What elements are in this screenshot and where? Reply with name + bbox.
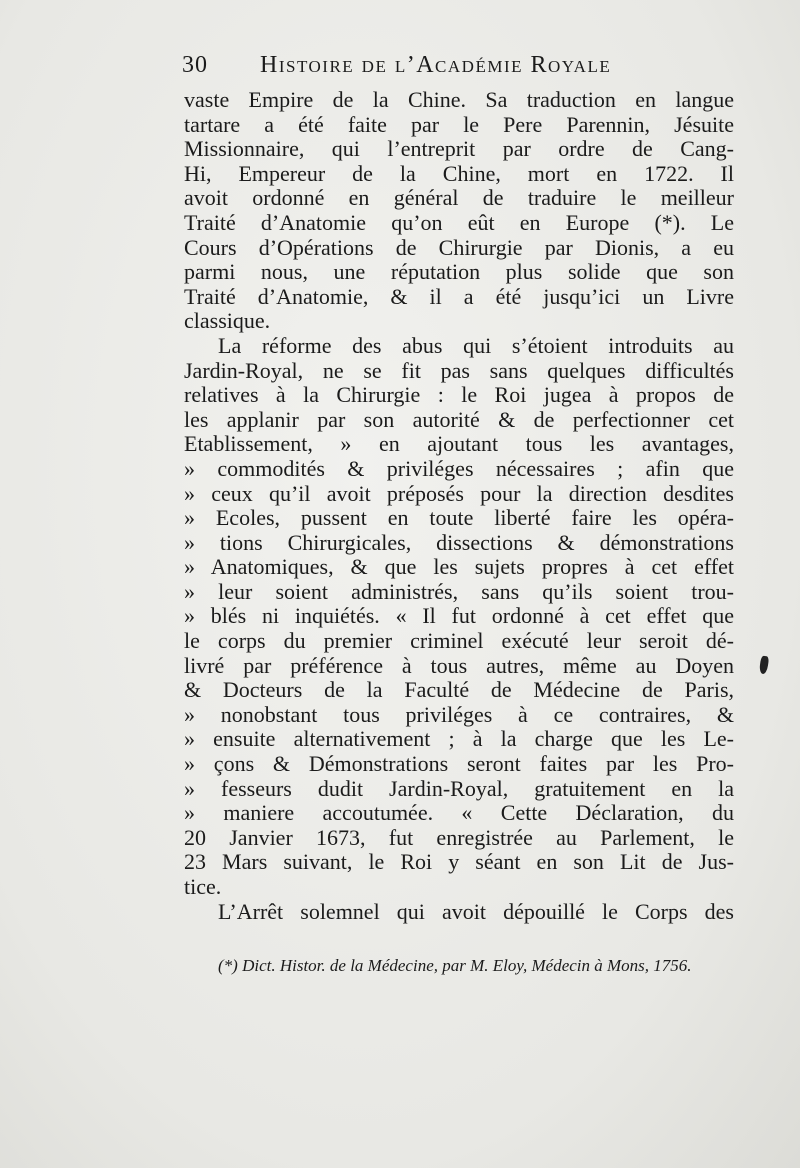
ink-mark <box>759 656 769 675</box>
text-line: Cours d’Opérations de Chirurgie par Dionis, a eu <box>184 235 734 260</box>
text-line: » Ecoles, pussent en toute liberté faire les opéra- <box>184 506 734 531</box>
text-line: parmi nous, une réputation plus solide que son <box>184 260 734 285</box>
text-line: » ensuite alternativement ; à la charge que les Le- <box>184 727 734 752</box>
text-line: relatives à la Chirurgie : le Roi jugea à propos de <box>184 383 734 408</box>
text-line: Hi, Empereur de la Chine, mort en 1722. Il <box>184 161 734 186</box>
text-line: les applanir par son autorité & de perfectionner cet <box>184 407 734 432</box>
text-line: Traité d’Anatomie, & il a été jusqu’ici un Livre <box>184 284 734 309</box>
text-line: Etablissement, » en ajoutant tous les avantages, <box>184 432 734 457</box>
text-line: classique. <box>184 309 271 334</box>
text-line: vaste Empire de la Chine. Sa traduction en langue <box>184 88 734 112</box>
footnote: (*) Dict. Histor. de la Médecine, par M. Eloy, Médecin à Mons, 1756. <box>218 956 692 975</box>
paragraph-start-line: La réforme des abus qui s’étoient introduits au <box>218 333 734 358</box>
text-line: » tions Chirurgicales, dissections & démonstrations <box>184 530 734 555</box>
body-text <box>184 88 734 924</box>
text-line: » leur soient administrés, sans qu’ils soient trou- <box>184 579 734 604</box>
text-line: avoit ordonné en général de traduire le meilleur <box>184 186 734 211</box>
text-line: » çons & Démonstrations seront faites par les Pro- <box>184 752 734 777</box>
running-title: Histoire de l’Académie Royale <box>260 52 612 78</box>
text-line: » commodités & priviléges nécessaires ; afin que <box>184 456 734 481</box>
text-line: » fesseurs dudit Jardin-Royal, gratuitement en la <box>184 776 734 801</box>
text-line: Traité d’Anatomie qu’on eût en Europe (*). Le <box>184 210 734 235</box>
text-line: » Anatomiques, & que les sujets propres à cet effet <box>184 555 734 580</box>
text-line: tice. <box>184 875 222 899</box>
text-line: 20 Janvier 1673, fut enregistrée au Parlement, le <box>184 825 734 850</box>
text-line: » nonobstant tous priviléges à ce contraires, & <box>184 702 734 727</box>
text-line: livré par préférence à tous autres, même au Doyen <box>184 653 734 678</box>
page-header <box>182 52 730 86</box>
text-line: Missionnaire, qui l’entreprit par ordre de Cang- <box>184 137 734 162</box>
text-line: tartare a été faite par le Pere Parennin, Jésuite <box>184 112 734 137</box>
page-number: 30 <box>182 52 208 78</box>
text-line: » ceux qu’il avoit préposés pour la direction desdites <box>184 481 734 506</box>
text-line: & Docteurs de la Faculté de Médecine de Paris, <box>184 678 734 703</box>
text-line: 23 Mars suivant, le Roi y séant en son Lit de Jus- <box>184 850 734 875</box>
paragraph-start-line: L’Arrêt solemnel qui avoit dépouillé le Corps des <box>218 899 734 924</box>
text-line: » maniere accoutumée. « Cette Déclaration, du <box>184 801 734 826</box>
text-line: » blés ni inquiétés. « Il fut ordonné à cet effet que <box>184 604 734 629</box>
text-line: Jardin-Royal, ne se fit pas sans quelques difficultés <box>184 358 734 383</box>
text-line: le corps du premier criminel exécuté leur seroit dé- <box>184 629 734 654</box>
